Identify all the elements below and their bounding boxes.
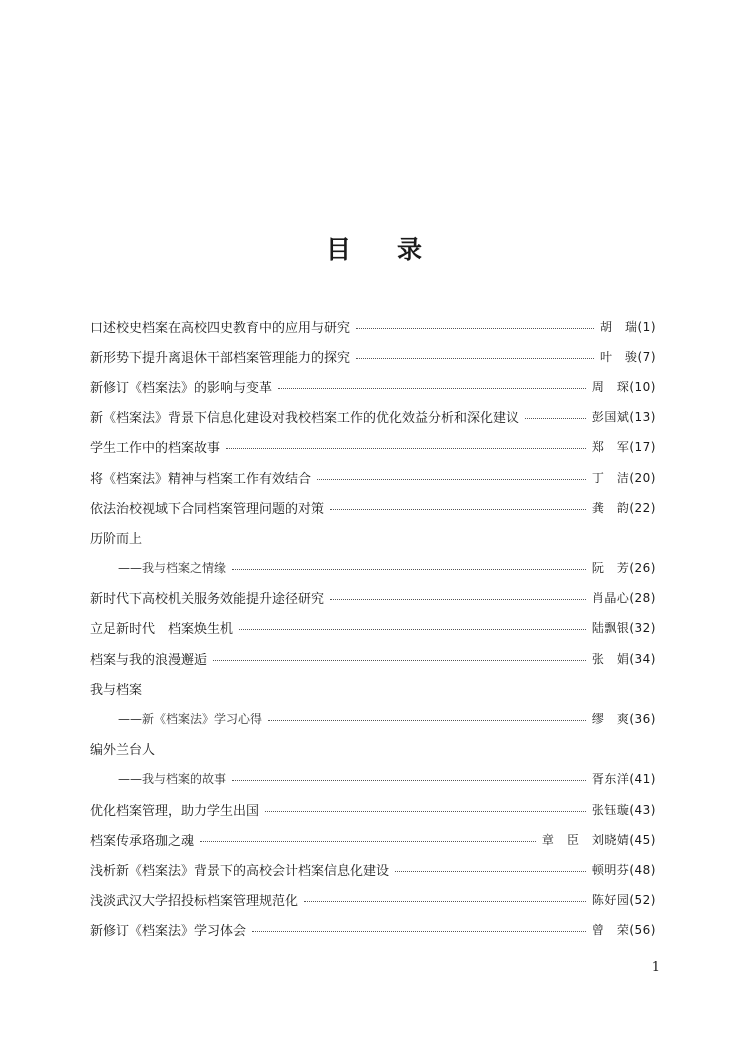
toc-entry-title: 优化档案管理，助力学生出国 xyxy=(90,803,260,819)
leader-dots xyxy=(268,720,586,721)
toc-entry[interactable] xyxy=(90,553,656,583)
toc-entry-author-page: 顿明芬(48) xyxy=(591,862,656,877)
toc-entry-title: 依法治校视域下合同档案管理问题的对策 xyxy=(90,501,325,517)
toc-entry[interactable] xyxy=(90,703,656,733)
toc-entry[interactable] xyxy=(90,522,656,552)
toc-entry-author-page: 丁 洁(20) xyxy=(591,470,656,485)
toc-entry-author-page: 周 琛(10) xyxy=(591,379,656,394)
page-title xyxy=(0,230,750,266)
toc-entry-title: 我与档案 xyxy=(90,682,143,698)
leader-dots xyxy=(330,509,586,510)
toc-entry-author-page: 陈好园(52) xyxy=(591,893,656,908)
toc-entry-title: 新形势下提升离退休干部档案管理能力的探究 xyxy=(90,350,351,366)
toc-entry-title: 编外兰台人 xyxy=(90,743,156,759)
leader-dots xyxy=(304,901,586,902)
title-right: 录 xyxy=(397,235,425,264)
leader-dots xyxy=(278,388,586,389)
leader-dots xyxy=(330,599,586,600)
toc-entry-author-page: 龚 韵(22) xyxy=(591,500,656,515)
leader-dots xyxy=(317,479,586,480)
toc-entry-author-page: 叶 骏(7) xyxy=(600,349,656,364)
leader-dots xyxy=(265,811,586,812)
toc-entry-title: 新时代下高校机关服务效能提升途径研究 xyxy=(90,592,325,608)
toc-entry[interactable] xyxy=(90,734,656,764)
leader-dots xyxy=(395,871,586,872)
leader-dots xyxy=(356,328,594,329)
leader-dots xyxy=(226,448,586,449)
toc-entry[interactable] xyxy=(90,371,656,401)
leader-dots xyxy=(232,780,586,781)
title-left: 目 xyxy=(325,235,353,264)
toc-entry-title: 新《档案法》背景下信息化建设对我校档案工作的优化效益分析和深化建议 xyxy=(90,411,520,427)
toc-entry[interactable] xyxy=(90,915,656,945)
toc-entry-title: 历阶而上 xyxy=(90,531,143,547)
leader-dots xyxy=(232,569,586,570)
toc-entry-title: ——我与档案的故事 xyxy=(118,772,227,787)
toc-entry[interactable] xyxy=(90,854,656,884)
page-number: 1 xyxy=(651,960,660,975)
toc-entry[interactable] xyxy=(90,673,656,703)
leader-dots xyxy=(213,660,586,661)
toc-entry-author-page: 张 娟(34) xyxy=(591,651,656,666)
toc-entry[interactable] xyxy=(90,824,656,854)
table-of-contents xyxy=(90,311,656,945)
toc-entry-title: 浅淡武汉大学招投标档案管理规范化 xyxy=(90,894,299,910)
leader-dots xyxy=(252,931,586,932)
leader-dots xyxy=(525,418,586,419)
toc-entry-title: 档案与我的浪漫邂逅 xyxy=(90,652,208,668)
toc-entry[interactable] xyxy=(90,643,656,673)
toc-entry-author-page: 肖晶心(28) xyxy=(591,591,656,606)
toc-entry-author-page: 胥东洋(41) xyxy=(591,772,656,787)
toc-entry-title: 口述校史档案在高校四史教育中的应用与研究 xyxy=(90,320,351,336)
toc-entry-author-page: 曾 荣(56) xyxy=(591,923,656,938)
leader-dots xyxy=(356,358,594,359)
toc-entry[interactable] xyxy=(90,613,656,643)
toc-entry[interactable] xyxy=(90,794,656,824)
toc-entry-author-page: 张钰璇(43) xyxy=(591,802,656,817)
toc-entry-title: 浅析新《档案法》背景下的高校会计档案信息化建设 xyxy=(90,863,390,879)
leader-dots xyxy=(239,629,586,630)
toc-entry-title: 新修订《档案法》学习体会 xyxy=(90,924,247,940)
toc-entry[interactable] xyxy=(90,402,656,432)
toc-entry[interactable] xyxy=(90,492,656,522)
toc-entry[interactable] xyxy=(90,764,656,794)
leader-dots xyxy=(200,841,536,842)
toc-entry[interactable] xyxy=(90,341,656,371)
toc-entry[interactable] xyxy=(90,462,656,492)
toc-entry[interactable] xyxy=(90,583,656,613)
toc-entry-author-page: 胡 瑞(1) xyxy=(600,319,656,334)
toc-entry-author-page: 彭国斌(13) xyxy=(591,410,656,425)
toc-entry-title: ——我与档案之情缘 xyxy=(118,561,227,576)
toc-entry-author-page: 陆飘银(32) xyxy=(591,621,656,636)
toc-entry-title: 档案传承珞珈之魂 xyxy=(90,833,195,849)
toc-entry-author-page: 章 臣 刘晓婧(45) xyxy=(541,832,656,847)
toc-entry-title: 新修订《档案法》的影响与变革 xyxy=(90,380,273,396)
toc-entry[interactable] xyxy=(90,432,656,462)
toc-entry-title: 学生工作中的档案故事 xyxy=(90,441,221,457)
toc-entry-title: ——新《档案法》学习心得 xyxy=(118,712,263,727)
toc-entry-title: 立足新时代 档案焕生机 xyxy=(90,622,234,638)
toc-entry-title: 将《档案法》精神与档案工作有效结合 xyxy=(90,471,312,487)
toc-entry-author-page: 郑 军(17) xyxy=(591,440,656,455)
toc-entry-author-page: 阮 芳(26) xyxy=(591,561,656,576)
toc-entry[interactable] xyxy=(90,885,656,915)
toc-entry[interactable] xyxy=(90,311,656,341)
toc-entry-author-page: 缪 爽(36) xyxy=(591,712,656,727)
